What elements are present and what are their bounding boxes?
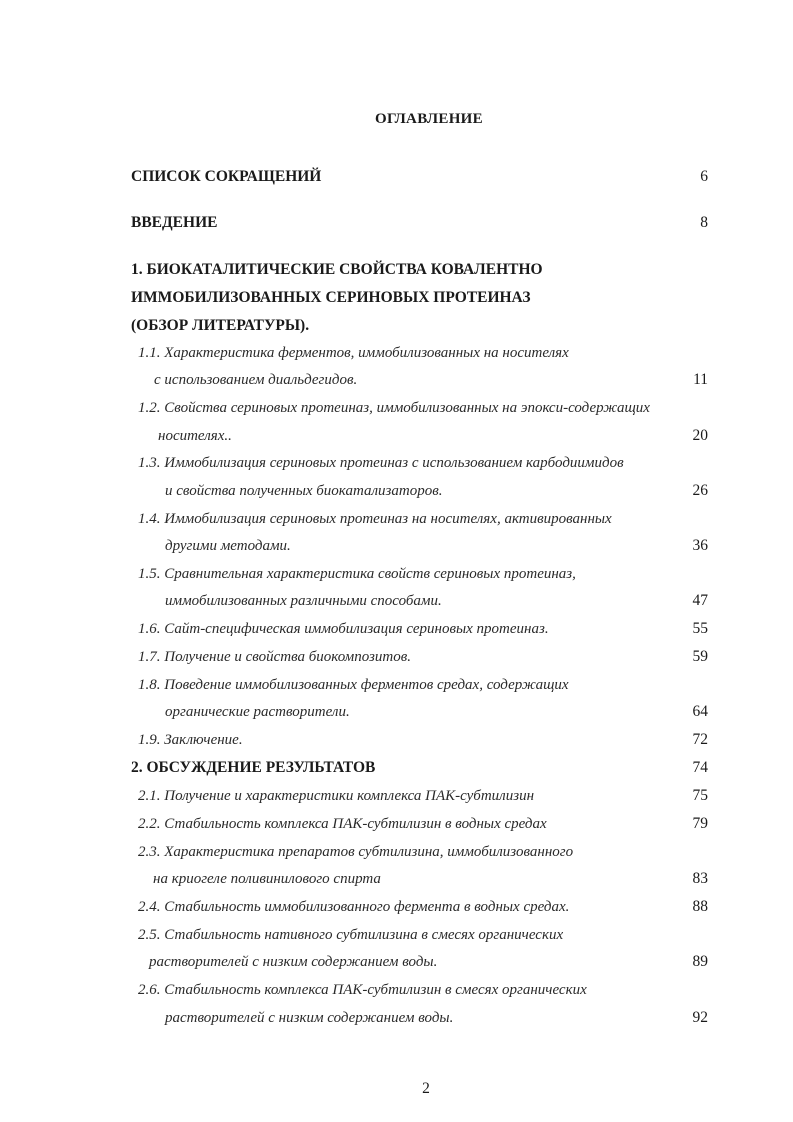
toc-section-1-7[interactable]: 1.7. Получение и свойства биокомпозитов. xyxy=(138,649,411,665)
toc-section-1-6[interactable]: 1.6. Сайт-специфическая иммобилизация сериновых протеиназ. xyxy=(138,621,549,637)
toc-section-1-5-line-1[interactable]: 1.5. Сравнительная характеристика свойств сериновых протеиназ, xyxy=(138,566,576,582)
toc-page-number: 36 xyxy=(692,537,708,554)
toc-page-number: 20 xyxy=(692,427,708,444)
toc-section-2-5-line-1[interactable]: 2.5. Стабильность нативного субтилизина в смесях органических xyxy=(138,927,564,943)
toc-entry-introduction[interactable]: ВВЕДЕНИЕ xyxy=(131,214,218,231)
toc-page-number: 8 xyxy=(700,214,708,231)
toc-page-number: 6 xyxy=(700,168,708,185)
toc-section-1-3-line-1[interactable]: 1.3. Иммобилизация сериновых протеиназ с использованием карбодиимидов xyxy=(138,455,624,471)
toc-section-2-5-line-2: растворителей с низким содержанием воды. xyxy=(149,954,438,970)
toc-page-number: 83 xyxy=(692,870,708,887)
toc-page-number: 55 xyxy=(692,620,708,637)
toc-page-number: 26 xyxy=(692,482,708,499)
toc-page-number: 88 xyxy=(692,898,708,915)
toc-page-number: 89 xyxy=(692,953,708,970)
page-number: 2 xyxy=(422,1080,430,1097)
toc-section-1-3-line-2: и свойства полученных биокатализаторов. xyxy=(165,483,443,499)
toc-page-number: 79 xyxy=(692,815,708,832)
toc-page-number: 92 xyxy=(692,1009,708,1026)
toc-entry-abbreviations[interactable]: СПИСОК СОКРАЩЕНИЙ xyxy=(131,168,322,185)
toc-section-2-3-line-1[interactable]: 2.3. Характеристика препаратов субтилизина, иммобилизованного xyxy=(138,844,574,860)
toc-section-2-3-line-2: на криогеле поливинилового спирта xyxy=(153,871,381,887)
toc-section-1-4-line-2: другими методами. xyxy=(165,538,291,554)
toc-page-number: 64 xyxy=(692,703,708,720)
toc-section-1-1-line-2: с использованием диальдегидов. xyxy=(154,372,358,388)
toc-section-2-2[interactable]: 2.2. Стабильность комплекса ПАК-субтилизин в водных средах xyxy=(138,816,547,832)
toc-page-number: 59 xyxy=(692,648,708,665)
toc-section-2-4[interactable]: 2.4. Стабильность иммобилизованного фермента в водных средах. xyxy=(138,899,570,915)
toc-page-number: 75 xyxy=(692,787,708,804)
toc-chapter-1-line-2: ИММОБИЛИЗОВАННЫХ СЕРИНОВЫХ ПРОТЕИНАЗ xyxy=(131,289,531,306)
toc-section-1-8-line-1[interactable]: 1.8. Поведение иммобилизованных ферментов средах, содержащих xyxy=(138,677,569,693)
toc-section-1-8-line-2: органические растворители. xyxy=(165,704,350,720)
toc-section-1-2-line-2: носителях.. xyxy=(158,428,232,444)
toc-section-1-9[interactable]: 1.9. Заключение. xyxy=(138,732,243,748)
toc-page-number: 47 xyxy=(692,592,708,609)
toc-page-number: 72 xyxy=(692,731,708,748)
toc-chapter-2[interactable]: 2. ОБСУЖДЕНИЕ РЕЗУЛЬТАТОВ xyxy=(131,759,376,776)
toc-heading: ОГЛАВЛЕНИЕ xyxy=(375,111,483,127)
toc-section-1-4-line-1[interactable]: 1.4. Иммобилизация сериновых протеиназ на носителях, активированных xyxy=(138,511,612,527)
toc-section-1-1-line-1[interactable]: 1.1. Характеристика ферментов, иммобилизованных на носителях xyxy=(138,345,569,361)
toc-section-2-1[interactable]: 2.1. Получение и характеристики комплекса ПАК-субтилизин xyxy=(138,788,535,804)
toc-section-1-2-line-1[interactable]: 1.2. Свойства сериновых протеиназ, иммобилизованных на эпокси-содержащих xyxy=(138,400,650,416)
toc-chapter-1-line-1[interactable]: 1. БИОКАТАЛИТИЧЕСКИЕ СВОЙСТВА КОВАЛЕНТНО xyxy=(131,261,543,278)
toc-page-number: 11 xyxy=(693,371,708,388)
toc-section-1-5-line-2: иммобилизованных различными способами. xyxy=(165,593,442,609)
toc-chapter-1-line-3: (ОБЗОР ЛИТЕРАТУРЫ). xyxy=(131,317,310,334)
toc-page-number: 74 xyxy=(692,759,708,776)
toc-section-2-6-line-2: растворителей с низким содержанием воды. xyxy=(165,1010,454,1026)
toc-section-2-6-line-1[interactable]: 2.6. Стабильность комплекса ПАК-субтилизин в смесях органических xyxy=(138,982,587,998)
